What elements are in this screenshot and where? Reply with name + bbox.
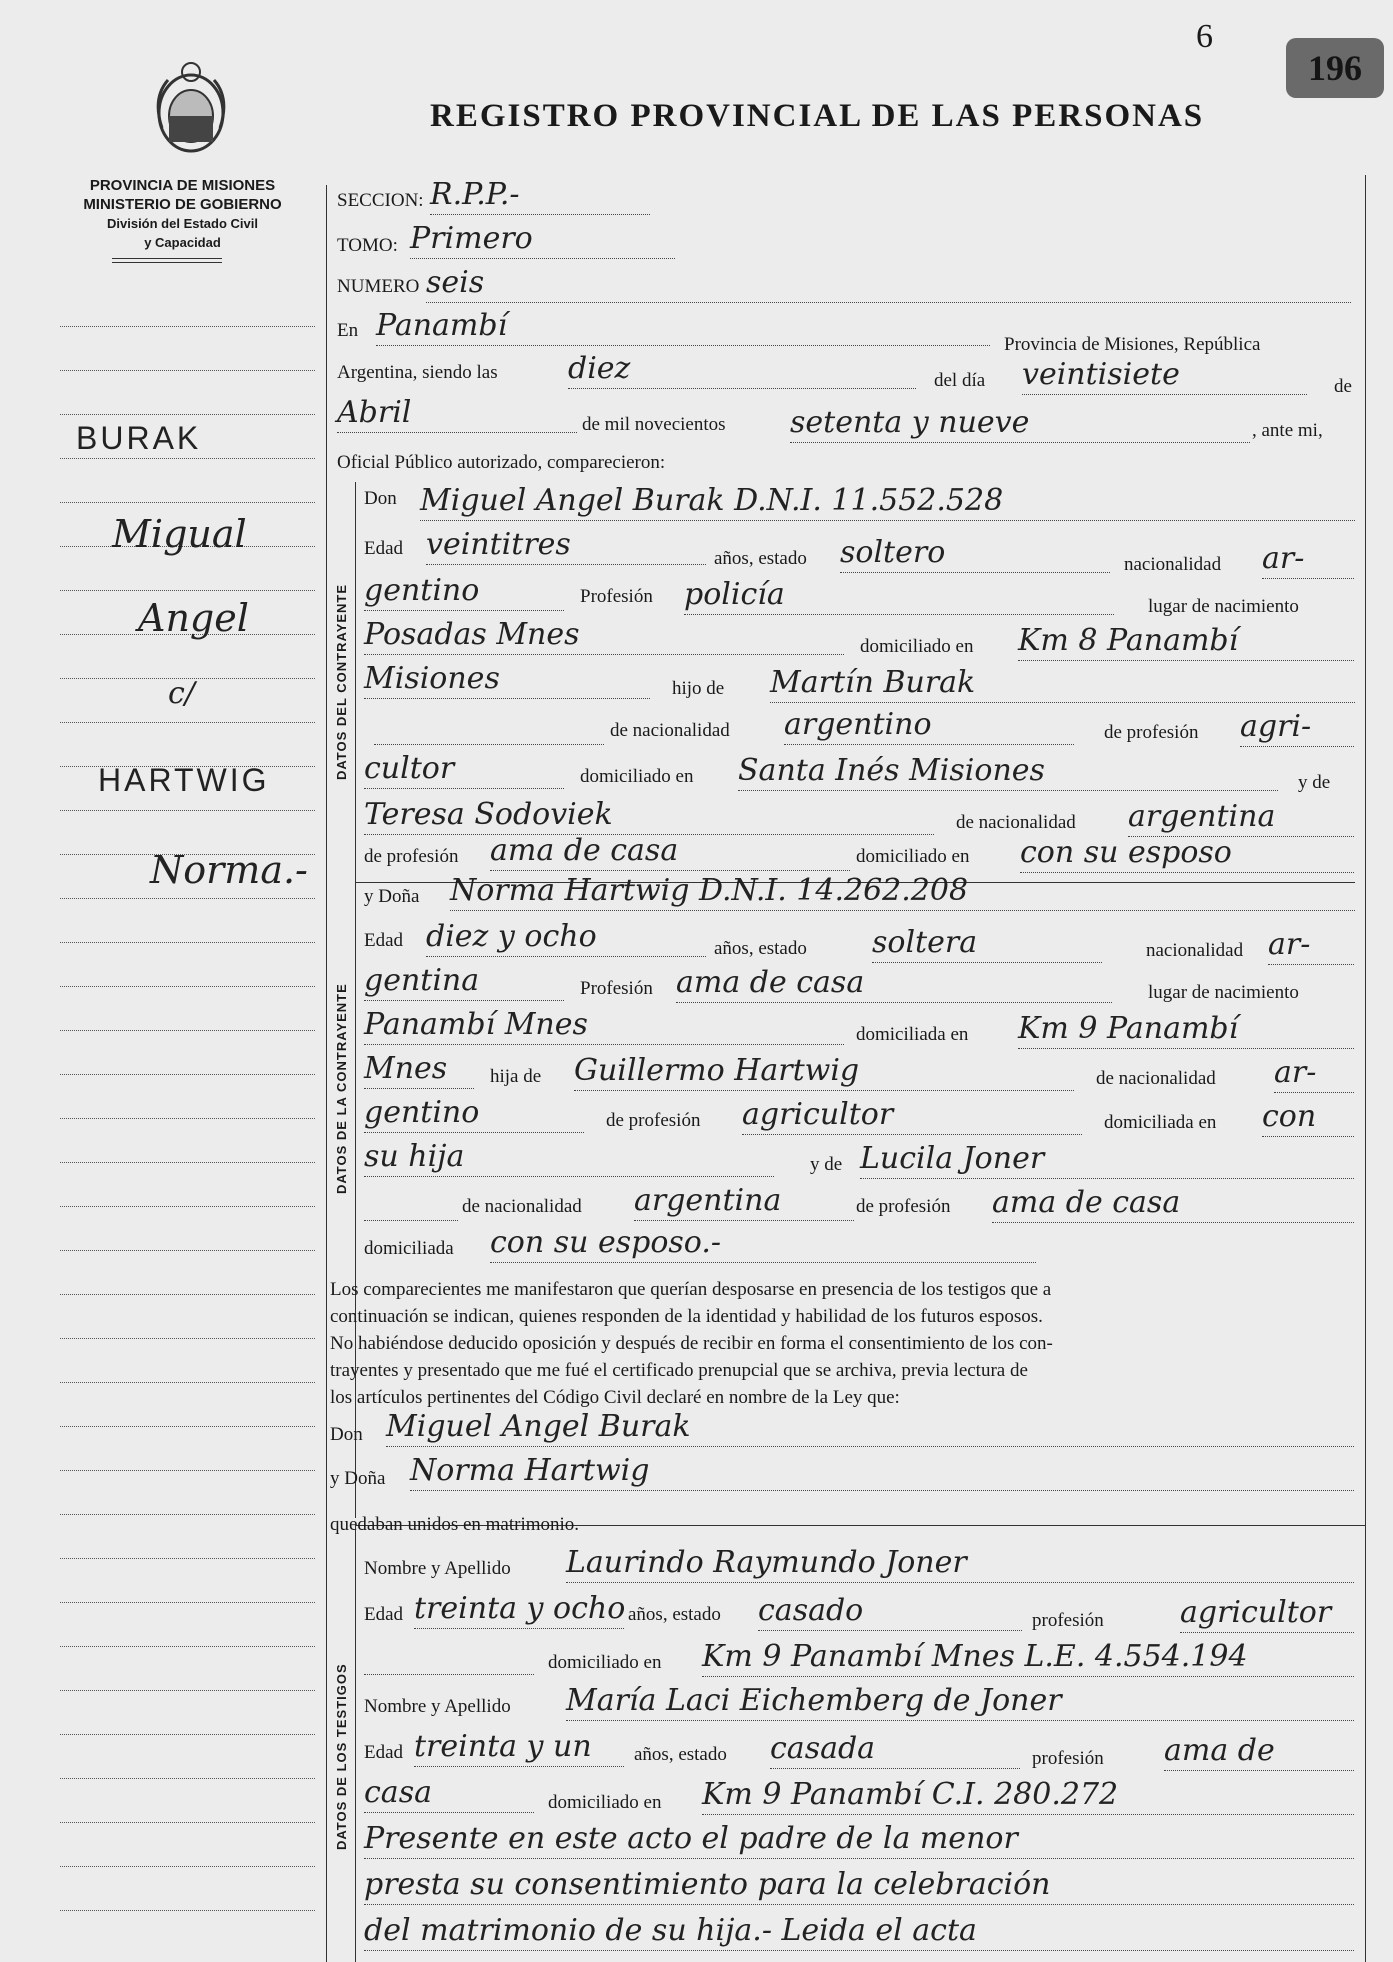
- bride-name: Norma Hartwig D.N.I. 14.262.208: [450, 872, 1355, 911]
- groom-father-address: Santa Inés Misiones: [738, 752, 1278, 791]
- bride-nationality-a: ar-: [1268, 926, 1354, 965]
- groom-mother-nationality: argentina: [1128, 798, 1354, 837]
- margin-line: [60, 1250, 315, 1251]
- edad-label-2: Edad: [364, 930, 404, 951]
- domiciliada-label-2: domiciliada en: [1104, 1112, 1217, 1133]
- paragraph-line: continuación se indican, quienes responden de la identidad y habilidad de los futuros esposos.: [330, 1306, 1043, 1327]
- y-de-label-2: y de: [810, 1154, 843, 1175]
- side-label-witnesses: DATOS DE LOS TESTIGOS: [334, 1663, 349, 1850]
- argentina-text: Argentina, siendo las: [337, 362, 498, 383]
- ministry-header: [60, 176, 305, 252]
- del-dia-text: del día: [934, 370, 986, 391]
- margin-line: [60, 1646, 315, 1647]
- groom-address: Km 8 Panambí: [1018, 622, 1354, 661]
- inner-border-testigos: [355, 1525, 356, 1962]
- edad-label-3: Edad: [364, 1604, 404, 1625]
- margin-line: [60, 986, 315, 987]
- margin-line: [60, 942, 315, 943]
- witness2-profession-a: ama de: [1164, 1732, 1354, 1771]
- hijo-de-label: hijo de: [672, 678, 725, 699]
- bride-father-address-b: su hija: [364, 1138, 774, 1177]
- en-label: En: [337, 320, 359, 341]
- margin-line: [60, 1294, 315, 1295]
- margin-line: [60, 1162, 315, 1163]
- de-nacionalidad-label-4: de nacionalidad: [462, 1196, 582, 1217]
- witness2-age: treinta y un: [414, 1728, 624, 1767]
- profesion-label-3: profesión: [1032, 1610, 1104, 1631]
- margin-conjunction: c/: [168, 676, 195, 711]
- de-profesion-label-3: de profesión: [606, 1110, 701, 1131]
- groom-nationality-a: ar-: [1262, 540, 1354, 579]
- seccion-value: R.P.P.-: [430, 176, 650, 215]
- groom-father-nationality: argentino: [784, 706, 1074, 745]
- note-line-3: del matrimonio de su hija.- Leida el acta: [364, 1912, 1354, 1951]
- margin-line: [60, 1602, 315, 1603]
- margin-line: [60, 1910, 315, 1911]
- witness1-status: casado: [758, 1592, 1022, 1631]
- folio-stamp: 196: [1286, 38, 1384, 98]
- de-profesion-label-4: de profesión: [856, 1196, 951, 1217]
- margin-line: [60, 1690, 315, 1691]
- oficial-text: Oficial Público autorizado, comparecieron:: [337, 452, 666, 473]
- side-label-groom: DATOS DEL CONTRAYENTE: [334, 583, 349, 780]
- bride-father-profession: agricultor: [742, 1096, 1082, 1135]
- margin-line: [60, 1822, 315, 1823]
- nacionalidad-label: nacionalidad: [1124, 554, 1222, 575]
- witness2-profession-b: casa: [364, 1774, 534, 1813]
- ante-mi-text: , ante mi,: [1252, 420, 1323, 441]
- blank-line: [364, 1182, 458, 1221]
- anios-estado-text: años, estado: [714, 548, 807, 569]
- anios-estado-text-3: años, estado: [628, 1604, 721, 1625]
- margin-line: [60, 1206, 315, 1207]
- anio-value: setenta y nueve: [790, 404, 1250, 443]
- bride-mother-address: con su esposo.-: [490, 1224, 1036, 1263]
- divider: [112, 262, 222, 263]
- groom-mother-address: con su esposo: [1020, 834, 1354, 873]
- bride-father: Guillermo Hartwig: [574, 1052, 1074, 1091]
- domiciliado-label: domiciliado en: [860, 636, 974, 657]
- groom-nationality-b: gentino: [364, 572, 564, 611]
- dona-label-2: y Doña: [330, 1468, 386, 1489]
- hora-value: diez: [568, 350, 916, 389]
- groom-mother-profession: ama de casa: [490, 832, 850, 871]
- margin-line: [60, 458, 315, 459]
- margin-line: [60, 1734, 315, 1735]
- bride-age: diez y ocho: [426, 918, 706, 957]
- de-profesion-label: de profesión: [1104, 722, 1199, 743]
- married-text: quedaban unidos en matrimonio.: [330, 1514, 580, 1535]
- page-number: 6: [1196, 18, 1213, 55]
- groom-address-2: Misiones: [364, 660, 650, 699]
- groom-father-profession-a: agri-: [1240, 708, 1354, 747]
- paragraph-line: No habiéndose deducido oposición y después de recibir en forma el consentimiento de los con-: [330, 1333, 1053, 1354]
- witness1-name: Laurindo Raymundo Joner: [566, 1544, 1354, 1583]
- divider: [112, 258, 222, 259]
- margin-line: [60, 1470, 315, 1471]
- ministry-line: División del Estado Civil: [107, 216, 258, 231]
- numero-label: NUMERO: [337, 276, 420, 297]
- tomo-label: TOMO:: [337, 235, 398, 256]
- provincia-text: Provincia de Misiones, República: [1004, 334, 1261, 355]
- nacionalidad-label-2: nacionalidad: [1146, 940, 1244, 961]
- margin-line: [60, 810, 315, 811]
- margin-line: [60, 326, 315, 327]
- margin-line: [60, 1338, 315, 1339]
- groom-name: Miguel Angel Burak D.N.I. 11.552.528: [420, 482, 1355, 521]
- witness2-name: María Laci Eichemberg de Joner: [566, 1682, 1354, 1721]
- domiciliado-label-5: domiciliado en: [548, 1792, 662, 1813]
- margin-line: [60, 414, 315, 415]
- dia-value: veintisiete: [1022, 356, 1307, 395]
- domiciliado-label-2: domiciliado en: [580, 766, 694, 787]
- profesion-label: Profesión: [580, 586, 653, 607]
- paragraph-line: Los comparecientes me manifestaron que querían desposarse en presencia de los testigos que a: [330, 1279, 1052, 1300]
- witness1-profession: agricultor: [1180, 1594, 1354, 1633]
- groom-father-profession-b: cultor: [364, 750, 564, 789]
- bride-address: Km 9 Panambí: [1018, 1010, 1354, 1049]
- domiciliada-label-3: domiciliada: [364, 1238, 454, 1259]
- margin-surname-groom: BURAK: [76, 420, 202, 456]
- groom-birthplace: Posadas Mnes: [364, 616, 844, 655]
- ministry-line: y Capacidad: [144, 235, 221, 250]
- mes-value: Abril: [337, 394, 577, 433]
- dona-label: y Doña: [364, 886, 420, 907]
- margin-line: [60, 1074, 315, 1075]
- paragraph-line: los artículos pertinentes del Código Civil declaré en nombre de la Ley que:: [330, 1387, 900, 1408]
- margin-name-groom-2: Angel: [138, 596, 249, 640]
- ministry-line: PROVINCIA DE MISIONES: [89, 177, 276, 194]
- note-line-2: presta su consentimiento para la celebración: [364, 1866, 1354, 1905]
- de-profesion-label-2: de profesión: [364, 846, 459, 867]
- blank-line: [374, 706, 604, 745]
- bride-mother-profession: ama de casa: [992, 1184, 1354, 1223]
- bride-mother-nationality: argentina: [634, 1182, 854, 1221]
- spouse-groom-name: Miguel Angel Burak: [386, 1408, 1354, 1447]
- margin-line: [60, 502, 315, 503]
- mil-text: de mil novecientos: [582, 414, 726, 435]
- witness1-address: Km 9 Panambí Mnes L.E. 4.554.194: [702, 1638, 1354, 1677]
- bride-profession: ama de casa: [676, 964, 1112, 1003]
- lugar-nac-label: lugar de nacimiento: [1148, 596, 1299, 617]
- de-nacionalidad-label: de nacionalidad: [610, 720, 730, 741]
- margin-line: [60, 370, 315, 371]
- edad-label: Edad: [364, 538, 404, 559]
- margin-name-bride: Norma.-: [150, 848, 308, 892]
- margin-line: [60, 1866, 315, 1867]
- edad-label-4: Edad: [364, 1742, 404, 1763]
- don-label: Don: [364, 488, 397, 509]
- anios-estado-text-2: años, estado: [714, 938, 807, 959]
- declaration-paragraph: [330, 1276, 1350, 1411]
- bride-nationality-b: gentina: [364, 962, 564, 1001]
- groom-father: Martín Burak: [770, 664, 1355, 703]
- margin-line: [60, 1514, 315, 1515]
- tomo-value: Primero: [410, 220, 675, 259]
- margin-line: [60, 1558, 315, 1559]
- bride-father-address-a: con: [1262, 1098, 1354, 1137]
- groom-profession: policía: [684, 576, 1114, 615]
- hija-de-label: hija de: [490, 1066, 542, 1087]
- ministry-line: MINISTERIO DE GOBIERNO: [83, 196, 282, 213]
- coat-of-arms-icon: [148, 58, 234, 158]
- groom-mother: Teresa Sodoviek: [364, 796, 934, 835]
- margin-name-groom: Migual: [112, 512, 247, 556]
- bride-mother: Lucila Joner: [860, 1140, 1354, 1179]
- margin-line: [60, 1778, 315, 1779]
- groom-age: veintitres: [426, 526, 706, 565]
- document-title: REGISTRO PROVINCIAL DE LAS PERSONAS: [430, 98, 1205, 134]
- anios-estado-text-4: años, estado: [634, 1744, 727, 1765]
- numero-value: seis: [426, 264, 1351, 303]
- note-line-1: Presente en este acto el padre de la menor: [364, 1820, 1354, 1859]
- bride-father-nationality-b: gentino: [364, 1094, 584, 1133]
- don-label-2: Don: [330, 1424, 363, 1445]
- lugar-value: Panambí: [376, 307, 990, 346]
- margin-line: [60, 722, 315, 723]
- bride-father-nationality-a: ar-: [1274, 1054, 1354, 1093]
- spouse-bride-name: Norma Hartwig: [410, 1452, 1354, 1491]
- de-text: de: [1334, 376, 1352, 397]
- y-de-label: y de: [1298, 772, 1331, 793]
- groom-status: soltero: [840, 534, 1110, 573]
- margin-line: [60, 1030, 315, 1031]
- margin-line: [60, 1118, 315, 1119]
- nombre-label-2: Nombre y Apellido: [364, 1696, 511, 1717]
- nombre-label: Nombre y Apellido: [364, 1558, 511, 1579]
- margin-line: [60, 590, 315, 591]
- bride-address-2: Mnes: [364, 1050, 474, 1089]
- witness1-age: treinta y ocho: [414, 1590, 624, 1629]
- de-nacionalidad-label-2: de nacionalidad: [956, 812, 1076, 833]
- de-nacionalidad-label-3: de nacionalidad: [1096, 1068, 1216, 1089]
- margin-line: [60, 1382, 315, 1383]
- lugar-nac-label-2: lugar de nacimiento: [1148, 982, 1299, 1003]
- paragraph-line: trayentes y presentado que me fué el certificado prenupcial que se archiva, previa lectura de: [330, 1360, 1028, 1381]
- witness2-address: Km 9 Panambí C.I. 280.272: [702, 1776, 1354, 1815]
- profesion-label-4: profesión: [1032, 1748, 1104, 1769]
- seccion-label: SECCION:: [337, 190, 424, 211]
- witness2-status: casada: [770, 1730, 1020, 1769]
- domiciliada-label: domiciliada en: [856, 1024, 969, 1045]
- margin-line: [60, 1426, 315, 1427]
- bride-status: soltera: [872, 924, 1102, 963]
- margin-surname-bride: HARTWIG: [98, 762, 270, 798]
- domiciliado-label-4: domiciliado en: [548, 1652, 662, 1673]
- right-border: [1365, 175, 1366, 1962]
- side-label-bride: DATOS DE LA CONTRAYENTE: [334, 983, 349, 1194]
- bride-birthplace: Panambí Mnes: [364, 1006, 844, 1045]
- profesion-label-2: Profesión: [580, 978, 653, 999]
- blank-line: [364, 1636, 534, 1675]
- main-column-border: [326, 185, 327, 1962]
- domiciliado-label-3: domiciliado en: [856, 846, 970, 867]
- margin-line: [60, 898, 315, 899]
